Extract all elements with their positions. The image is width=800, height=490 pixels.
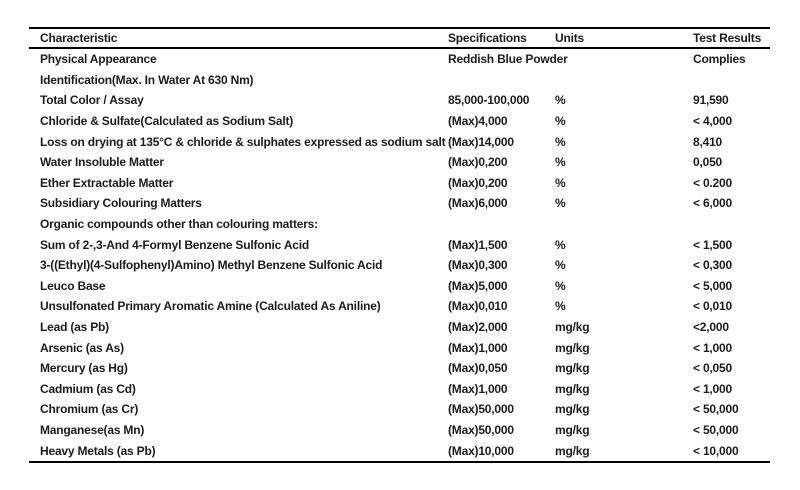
cell-specification: Reddish Blue Powder: [448, 52, 568, 67]
column-header-test-results: Test Results: [693, 31, 762, 45]
cell-units: mg/kg: [555, 361, 590, 376]
table-row: [29, 70, 770, 91]
cell-specification: (Max)50,000: [448, 402, 514, 417]
cell-test-result: Complies: [693, 52, 746, 67]
column-header-specifications: Specifications: [448, 31, 527, 45]
table-row: [29, 255, 770, 276]
cell-characteristic: Sum of 2-,3-And 4-Formyl Benzene Sulfonic Acid: [40, 237, 310, 252]
table-header-row: [29, 27, 770, 49]
cell-units: %: [555, 299, 566, 314]
cell-characteristic: Chromium (as Cr): [40, 402, 139, 417]
cell-units: %: [555, 155, 566, 170]
cell-test-result: < 50,000: [693, 402, 739, 417]
cell-units: %: [555, 114, 566, 129]
table-row: [29, 90, 770, 111]
cell-units: mg/kg: [555, 422, 590, 437]
cell-units: %: [555, 93, 566, 108]
cell-specification: (Max)0,300: [448, 258, 508, 273]
cell-characteristic: Physical Appearance: [40, 52, 157, 67]
cell-test-result: < 0,010: [693, 299, 732, 314]
cell-characteristic: Organic compounds other than colouring matters:: [40, 217, 318, 232]
cell-specification: (Max)6,000: [448, 196, 508, 211]
cell-specification: (Max)2,000: [448, 320, 508, 335]
cell-specification: (Max)0,050: [448, 361, 508, 376]
cell-specification: (Max)5,000: [448, 278, 508, 293]
cell-characteristic: 3-((Ethyl)(4-Sulfophenyl)Amino) Methyl Benzene Sulfonic Acid: [40, 258, 383, 273]
cell-units: %: [555, 175, 566, 190]
cell-specification: (Max)0,200: [448, 155, 508, 170]
table-row: [29, 49, 770, 70]
cell-test-result: < 6,000: [693, 196, 732, 211]
table-row: [29, 317, 770, 338]
cell-characteristic: Leuco Base: [40, 278, 106, 293]
table-row: [29, 440, 770, 461]
cell-specification: (Max)0,200: [448, 175, 508, 190]
cell-characteristic: Arsenic (as As): [40, 340, 124, 355]
cell-test-result: < 5,000: [693, 278, 732, 293]
cell-characteristic: Lead (as Pb): [40, 320, 109, 335]
column-header-characteristic: Characteristic: [40, 31, 118, 45]
cell-units: mg/kg: [555, 340, 590, 355]
table-row: [29, 399, 770, 420]
table-body: [29, 49, 770, 463]
table-row: [29, 296, 770, 317]
table-row: [29, 337, 770, 358]
cell-units: %: [555, 196, 566, 211]
cell-specification: (Max)14,000: [448, 134, 514, 149]
table-row: [29, 131, 770, 152]
cell-specification: (Max)1,000: [448, 381, 508, 396]
cell-units: %: [555, 237, 566, 252]
table-row: [29, 379, 770, 400]
table-row: [29, 358, 770, 379]
cell-characteristic: Water Insoluble Matter: [40, 155, 164, 170]
cell-characteristic: Loss on drying at 135°C & chloride & sulphates expressed as sodium salt: [40, 134, 446, 149]
cell-test-result: < 0,300: [693, 258, 732, 273]
cell-characteristic: Identification(Max. In Water At 630 Nm): [40, 72, 254, 87]
cell-units: mg/kg: [555, 381, 590, 396]
cell-units: %: [555, 258, 566, 273]
cell-specification: (Max)10,000: [448, 443, 514, 458]
cell-specification: 85,000-100,000: [448, 93, 530, 108]
cell-characteristic: Chloride & Sulfate(Calculated as Sodium Salt): [40, 114, 294, 129]
cell-characteristic: Subsidiary Colouring Matters: [40, 196, 202, 211]
cell-test-result: < 1,000: [693, 340, 732, 355]
cell-characteristic: Unsulfonated Primary Aromatic Amine (Calculated As Aniline): [40, 299, 381, 314]
cell-test-result: 91,590: [693, 93, 729, 108]
cell-specification: (Max)1,500: [448, 237, 508, 252]
cell-characteristic: Heavy Metals (as Pb): [40, 443, 156, 458]
table-row: [29, 111, 770, 132]
column-header-units: Units: [555, 31, 585, 45]
table-row: [29, 152, 770, 173]
specification-table: [29, 27, 770, 463]
table-row: [29, 234, 770, 255]
cell-specification: (Max)0,010: [448, 299, 508, 314]
cell-units: mg/kg: [555, 402, 590, 417]
cell-characteristic: Ether Extractable Matter: [40, 175, 174, 190]
cell-test-result: < 50,000: [693, 422, 739, 437]
cell-characteristic: Mercury (as Hg): [40, 361, 128, 376]
table-row: [29, 276, 770, 297]
cell-test-result: < 10,000: [693, 443, 739, 458]
cell-units: mg/kg: [555, 320, 590, 335]
cell-characteristic: Manganese(as Mn): [40, 422, 145, 437]
cell-units: mg/kg: [555, 443, 590, 458]
cell-characteristic: Cadmium (as Cd): [40, 381, 136, 396]
cell-specification: (Max)1,000: [448, 340, 508, 355]
table-row: [29, 420, 770, 441]
table-row: [29, 193, 770, 214]
cell-units: %: [555, 278, 566, 293]
cell-test-result: < 1,500: [693, 237, 732, 252]
cell-specification: (Max)4,000: [448, 114, 508, 129]
cell-test-result: < 1,000: [693, 381, 732, 396]
cell-test-result: < 4,000: [693, 114, 732, 129]
cell-characteristic: Total Color / Assay: [40, 93, 144, 108]
table-row: [29, 214, 770, 235]
cell-test-result: 8,410: [693, 134, 723, 149]
cell-specification: (Max)50,000: [448, 422, 514, 437]
cell-units: %: [555, 134, 566, 149]
cell-test-result: < 0,050: [693, 361, 732, 376]
table-row: [29, 173, 770, 194]
cell-test-result: 0,050: [693, 155, 723, 170]
cell-test-result: <2,000: [693, 320, 729, 335]
cell-test-result: < 0.200: [693, 175, 732, 190]
